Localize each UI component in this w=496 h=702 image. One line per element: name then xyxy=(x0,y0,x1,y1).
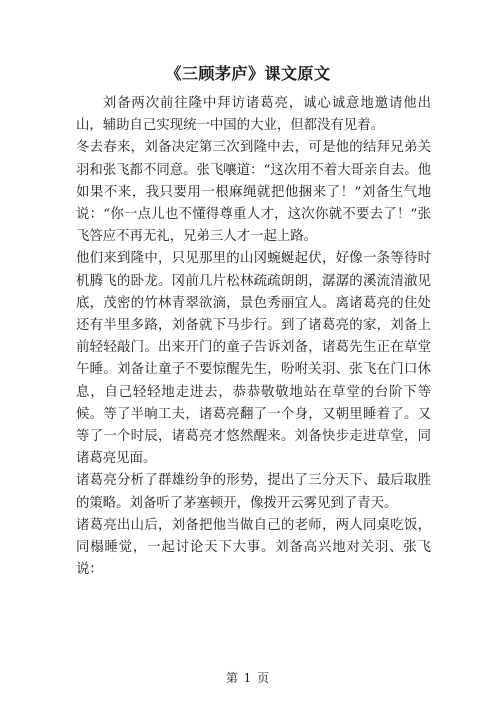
document-body xyxy=(76,93,431,581)
paragraph: 他们来到隆中，只见那里的山冈蜿蜒起伏，好像一条等待时机腾飞的卧龙。冈前几片松林疏疏朗朗，潺潺的溪流清澈见底，茂密的竹林青翠欲滴，景色秀丽宜人。离诸葛亮的住处还有半里多路，刘备就下马步行。到了诸葛亮的家，刘备上前轻轻敲门。出来开门的童子告诉刘备，诸葛先生正在草堂午睡。刘备让童子不要惊醒先生，吩咐关羽、张飞在门口休息，自己轻轻地走进去，恭恭敬敬地站在草堂的台阶下等候。等了半晌工夫，诸葛亮翻了一个身，又朝里睡着了。又等了一个时辰，诸葛亮才悠然醒来。刘备快步走进草堂，同诸葛亮见面。 xyxy=(76,251,431,467)
paragraph: 刘备两次前往隆中拜访诸葛亮，诚心诚意地邀请他出山，辅助自己实现统一中国的大业，但都没有见着。 xyxy=(76,96,431,134)
page-number: 第 1 页 xyxy=(225,671,271,685)
paragraph: 诸葛亮出山后，刘备把他当做自己的老师，两人同桌吃饭，同榻睡觉，一起讨论天下大事。刘备高兴地对关羽、张飞说： xyxy=(76,517,431,578)
paragraph: 冬去春来，刘备决定第三次到隆中去，可是他的结拜兄弟关羽和张飞都不同意。张飞嚷道：“这次用不着大哥亲自去。他如果不来，我只要用一根麻绳就把他捆来了！”刘备生气地说：“你一点儿也不懂得尊重人才，这次你就不要去了！”张飞答应不再无礼，兄弟三人才一起上路。 xyxy=(76,140,431,245)
document-title: 《三顾茅庐》课文原文 xyxy=(165,64,331,83)
paragraph: 诸葛亮分析了群雄纷争的形势，提出了三分天下、最后取胜的策略。刘备听了茅塞顿开，像拨开云雾见到了青天。 xyxy=(76,473,431,511)
